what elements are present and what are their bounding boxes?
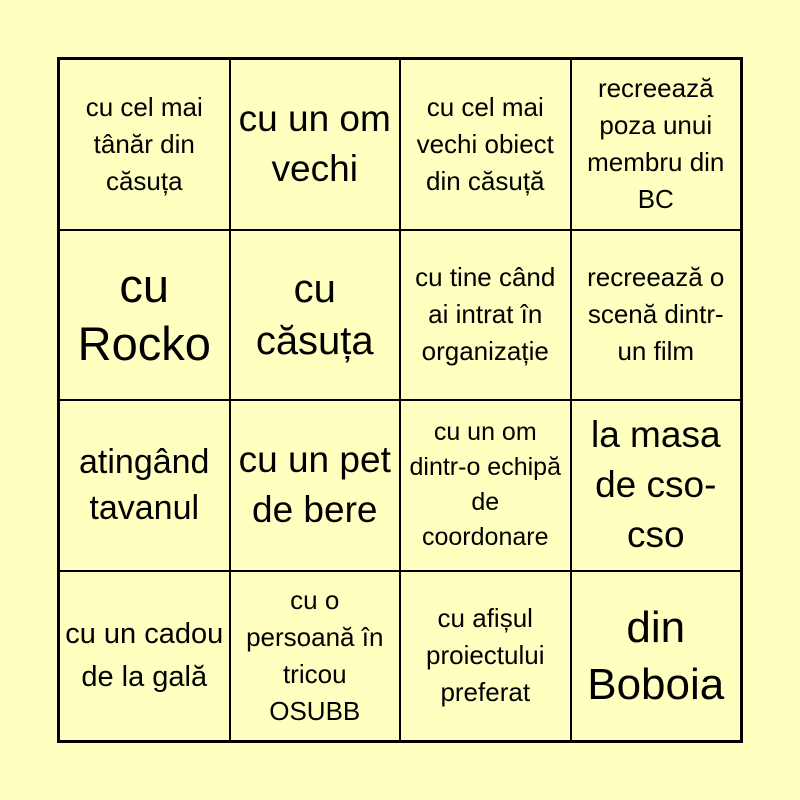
bingo-cell-r2c2[interactable] [230,230,401,401]
bingo-cell-r2c4[interactable] [571,230,742,401]
bingo-cell-r1c4[interactable] [571,59,742,230]
bingo-cell-r1c2[interactable] [230,59,401,230]
bingo-cell-r1c1[interactable] [59,59,230,230]
bingo-cell-r4c1[interactable] [59,571,230,742]
bingo-cell-r3c4[interactable] [571,400,742,571]
bingo-cell-r4c3[interactable] [400,571,571,742]
bingo-cell-text: cu un pet de bere [238,439,391,531]
bingo-cell-r1c3[interactable] [400,59,571,230]
bingo-cell-r3c1[interactable] [59,400,230,571]
bingo-cell-r2c3[interactable] [400,230,571,401]
bingo-cell-r3c3[interactable] [400,400,571,571]
bingo-cell-text: recreează o scenă dintr-un film [587,262,725,367]
bingo-cell-r4c2[interactable] [230,571,401,742]
bingo-cell-r4c4[interactable] [571,571,742,742]
bingo-cell-text: cu un om dintr-o echipă de coordonare [409,418,561,552]
bingo-cell-text: cu cel mai vechi obiect din căsuță [416,91,554,196]
bingo-cell-text: cu cel mai tânăr din căsuța [85,91,203,196]
bingo-cell-text: din Boboia [587,602,725,709]
bingo-cell-text: cu afișul proiectului preferat [425,603,545,708]
bingo-cell-text: cu căsuța [255,266,374,363]
bingo-board [57,57,743,743]
bingo-cell-text: cu un om vechi [238,98,391,190]
bingo-cell-text: cu o persoană în tricou OSUBB [246,584,384,726]
bingo-cell-text: recreează poza unui membru din BC [587,73,725,215]
bingo-cell-text: cu tine când ai intrat în organizație [415,262,556,367]
bingo-cell-text: cu un cadou de la gală [65,617,224,693]
bingo-cell-r3c2[interactable] [230,400,401,571]
bingo-cell-text: la masa de cso-cso [590,414,721,556]
bingo-cell-text: cu Rocko [77,258,211,370]
bingo-cell-text: atingând tavanul [79,443,210,528]
bingo-cell-r2c1[interactable] [59,230,230,401]
